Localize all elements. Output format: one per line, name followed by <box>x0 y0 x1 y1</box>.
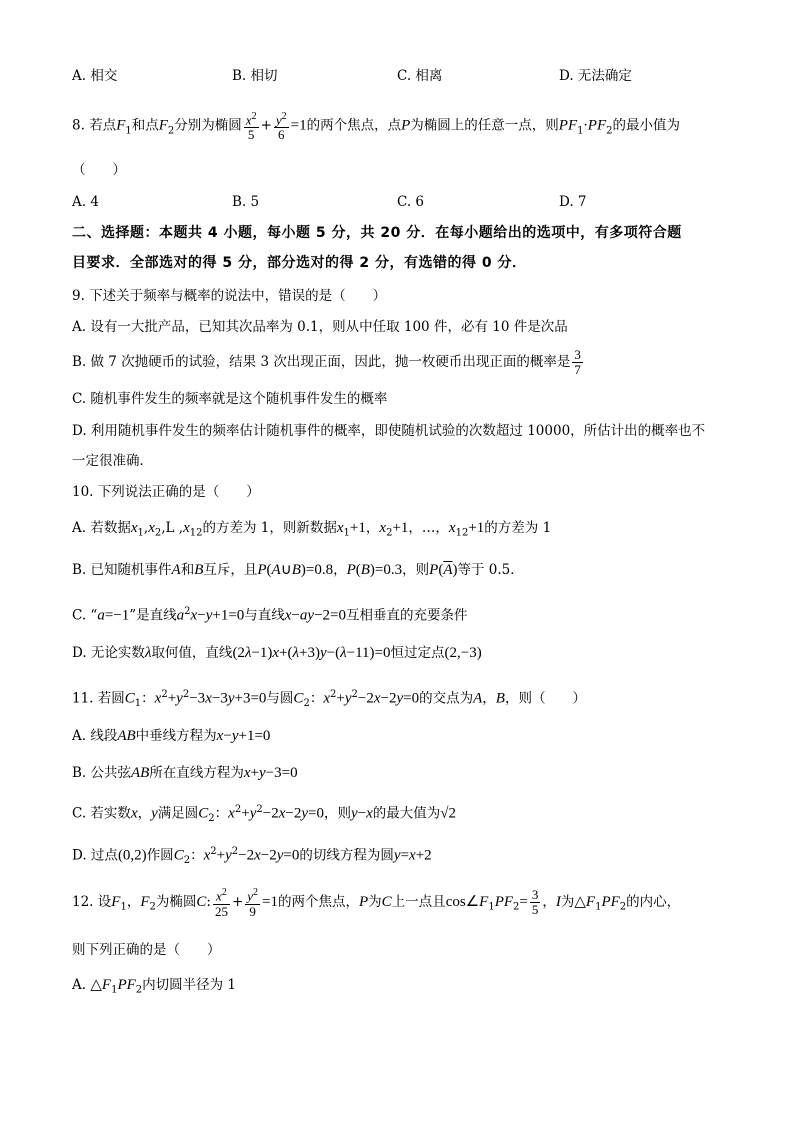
q9-option-b: B. 做 7 次抛硬币的试验，结果 3 次出现正面，因此，抛一枚硬币出现正面的概率是 $\frac{3}{7}$ <box>72 347 581 377</box>
q7-option-d: D. 无法确定 <box>559 68 632 84</box>
q11-option-b: B. 公共弦AB所在直线方程为x+y−3=0 <box>72 765 298 781</box>
q9-option-c: C. 随机事件发生的频率就是这个随机事件发生的概率 <box>72 391 388 407</box>
q8-option-c: C. 6 <box>397 194 425 210</box>
section2-line2: 目要求．全部选对的得 5 分，部分选对的得 2 分，有选错的得 0 分． <box>72 255 527 271</box>
q10-stem: 10. 下列说法正确的是（ ） <box>72 484 260 500</box>
q11-option-c: C. 若实数x，y满足圆$C_2$：$x^2+y^2-2x-2y=0$，则y−x的最大值为√2 <box>72 804 457 825</box>
q9-option-d-line2: 一定很准确． <box>72 453 153 469</box>
q9-option-a: A. 设有一大批产品，已知其次品率为 0.1，则从中任取 100 件，必有 10 件是次品 <box>72 319 568 335</box>
q12-stem: 12. 设$F_1$，$F_2$为椭圆C: $\frac{x^2}{25}$ + $\frac{y^2}{9}$ =1的两个焦点，P为C上一点且$\cos\angle F_1PF_2=$ $\frac{3}{5}$ ，I为$\triangle F_1PF_2$的内心， <box>72 887 681 919</box>
q11-option-a: A. 线段AB中垂线方程为x−y+1=0 <box>72 728 271 744</box>
q9-stem: 9. 下述关于频率与概率的说法中，错误的是（ ） <box>72 288 387 304</box>
q12-line2: 则下列正确的是（ ） <box>72 942 221 958</box>
q7-option-a: A. 相交 <box>72 68 118 84</box>
q8-option-a: A. 4 <box>72 194 99 210</box>
q10-option-b: B. 已知随机事件A和B互斥，且P(A∪B)=0.8，P(B)=0.3，则$P(\overline{A})$等于 0.5． <box>72 562 524 578</box>
q11-option-d: D. 过点(0,2)作圆$C_2$：$x^2+y^2-2x-2y=0$的切线方程为圆y=x+2 <box>72 846 432 867</box>
q12-option-a: A. $\triangle F_1PF_2$内切圆半径为 1 <box>72 977 237 996</box>
q7-option-b: B. 相切 <box>232 68 278 84</box>
q8-paren: （ ） <box>72 162 126 178</box>
q9-option-d-line1: D. 利用随机事件发生的频率估计随机事件的概率，即使随机试验的次数超过 10000，所估计出的概率也不 <box>72 423 706 439</box>
q8-stem: 8. 若点$F_1$和点$F_2$分别为椭圆 $\frac{x^2}{5}$ + $\frac{y^2}{6}$ =1的两个焦点，点P为椭圆上的任意一点，则$PF_1\cdot PF_2$的最小值为 <box>72 111 680 143</box>
q7-option-c: C. 相离 <box>397 68 443 84</box>
section2-line1: 二、选择题：本题共 4 小题，每小题 5 分，共 20 分．在每小题给出的选项中，有多项符合题 <box>72 225 682 241</box>
q10-option-d: D. 无论实数λ取何值，直线(2λ−1)x+(λ+3)y−(λ−11)=0恒过定点(2,−3) <box>72 645 482 661</box>
q11-stem: 11. 若圆$C_1$：$x^2+y^2-3x-3y+3=0$与圆$C_2$：$x^2+y^2-2x-2y=0$的交点为A，B，则（ ） <box>72 689 586 710</box>
q8-option-d: D. 7 <box>559 194 587 210</box>
q10-option-a: A. 若数据$x_1,x_2,L$ $,x_{12}$的方差为 1，则新数据$x_1+1$，$x_2+1$，…，$x_{12}+1$的方差为 1 <box>72 520 552 539</box>
q10-option-c: C. “a=−1”是直线$a^2x-y+1=0$与直线x−ay−2=0互相垂直的充要条件 <box>72 606 468 624</box>
q8-option-b: B. 5 <box>232 194 260 210</box>
